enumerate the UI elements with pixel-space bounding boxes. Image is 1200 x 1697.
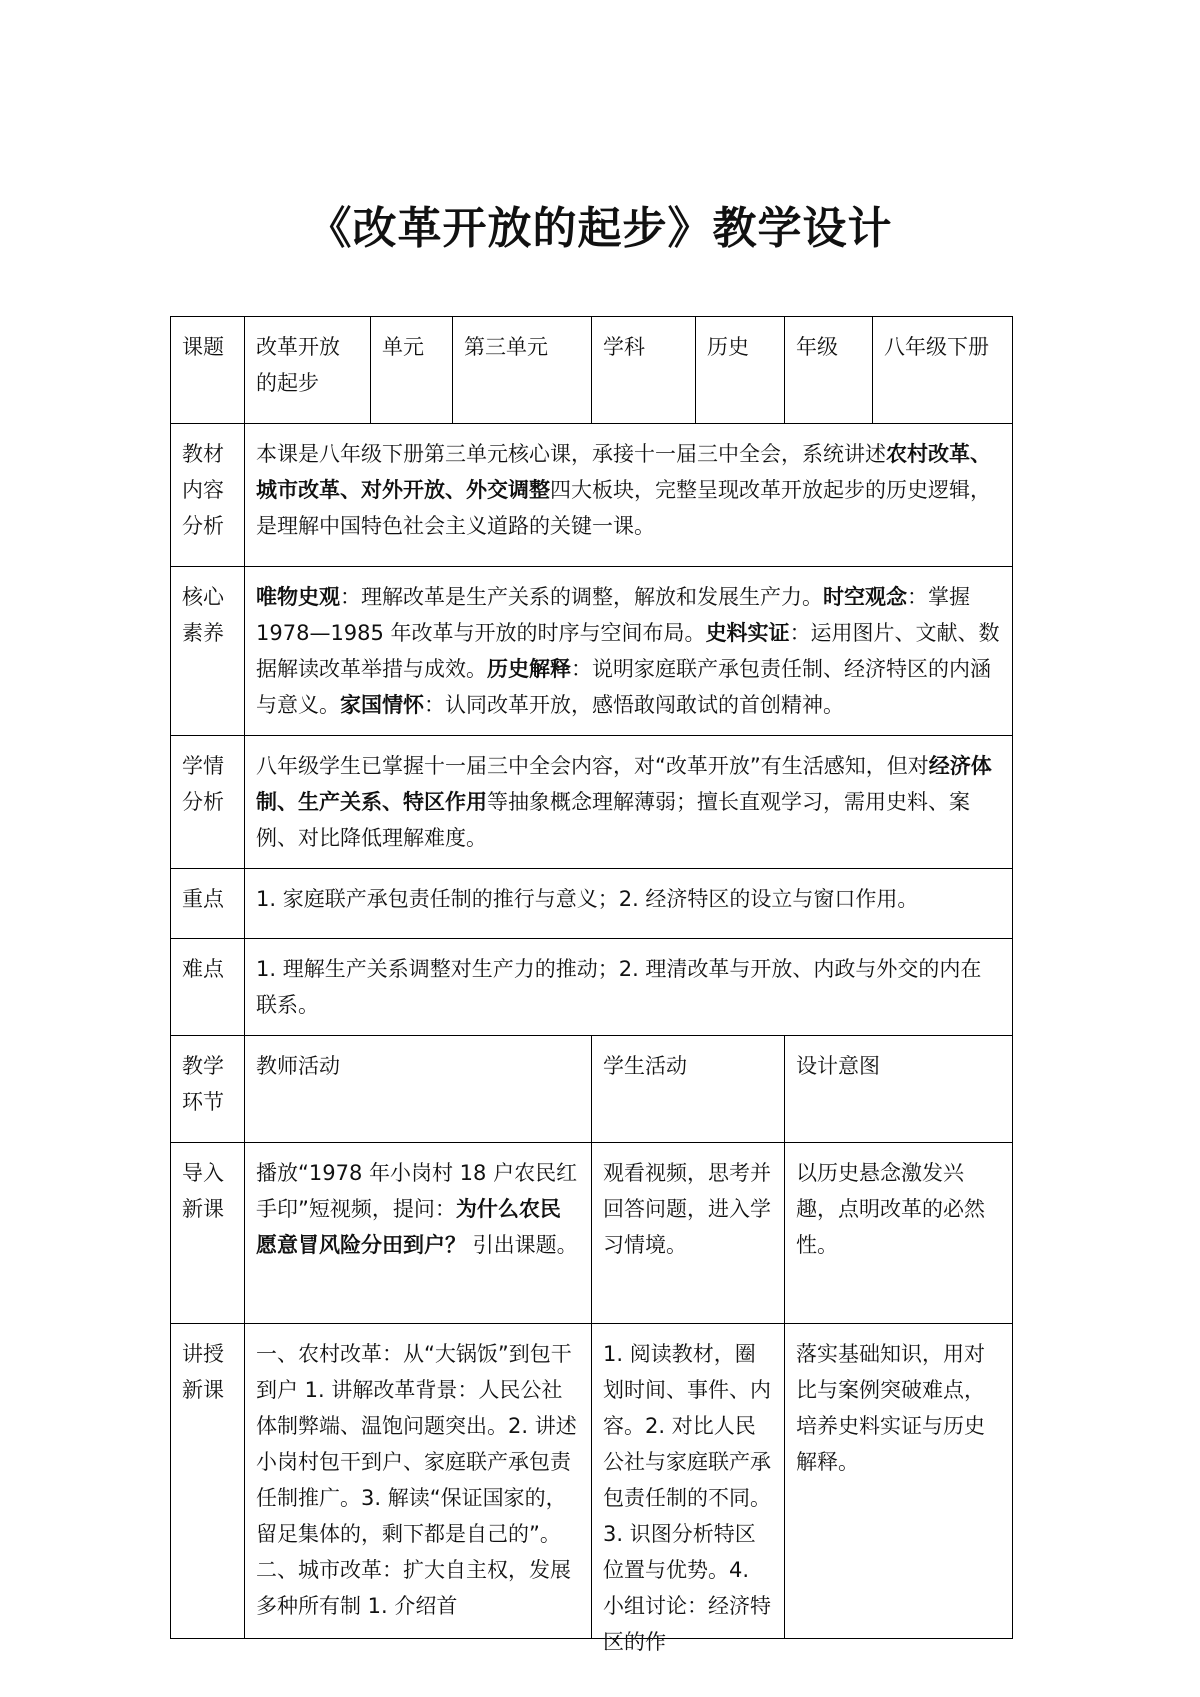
difficulties-text: 1. 理解生产关系调整对生产力的推动；2. 理清改革与开放、内政与外交的内在联系。 [245, 939, 1013, 1036]
lecture-design-intent [785, 1324, 1013, 1639]
topic-label: 课题 [171, 317, 245, 424]
learners-text-part: 八年级学生已掌握十一届三中全会内容，对“改革开放”有生活感知，但对 [256, 754, 929, 778]
literacy-term: 时空观念 [823, 585, 907, 609]
subject-label: 学科 [592, 317, 696, 424]
teacher-activity-header: 教师活动 [245, 1036, 592, 1143]
literacy-desc: ：认同改革开放，感悟敢闯敢试的首创精神。 [424, 693, 844, 717]
document-title: 《改革开放的起步》教学设计 [307, 203, 893, 254]
literacy-row [171, 567, 1013, 736]
literacy-text [245, 567, 1013, 736]
lesson-plan-table [170, 316, 1013, 1654]
analysis-highlight: 农村改革、城市改革、对外开放、外交调整 [256, 442, 991, 502]
intro-design-intent: 以历史悬念激发兴趣，点明改革的必然性。 [785, 1143, 1013, 1324]
literacy-term: 历史解释 [487, 657, 571, 681]
literacy-label: 核心素养 [171, 567, 245, 736]
literacy-desc: ：说明家庭联产承包责任制、经济特区的内涵与意义。 [256, 657, 991, 717]
key-points-label: 重点 [171, 869, 245, 939]
grade-value: 八年级下册 [873, 317, 1013, 424]
analysis-label: 教材内容分析 [171, 424, 245, 567]
subject-value: 历史 [696, 317, 785, 424]
lecture-intent-text: 落实基础知识，用对比与案例突破难点，培养史料实证与历史解释。 [796, 1342, 985, 1474]
learners-row [171, 736, 1013, 869]
key-points-text: 1. 家庭联产承包责任制的推行与意义；2. 经济特区的设立与窗口作用。 [245, 869, 1013, 939]
analysis-text-part: 本课是八年级下册第三单元核心课，承接十一届三中全会，系统讲述 [256, 442, 886, 466]
learners-text-part: 等抽象概念理解薄弱；擅长直观学习，需用史料、案例、对比降低理解难度。 [256, 790, 970, 850]
intro-row [171, 1143, 1013, 1324]
topic-value: 改革开放的起步 [245, 317, 371, 424]
literacy-term: 唯物史观 [256, 585, 340, 609]
literacy-desc: ：运用图片、文献、数据解读改革举措与成效。 [256, 621, 1000, 681]
intro-stage: 导入新课 [171, 1143, 245, 1324]
lecture-student-activity [592, 1324, 785, 1654]
intro-question: 为什么农民愿意冒风险分田到户？ [256, 1197, 561, 1257]
literacy-term: 史料实证 [705, 621, 790, 645]
grade-label: 年级 [785, 317, 873, 424]
info-row [171, 317, 1013, 424]
learners-text [245, 736, 1013, 869]
analysis-row [171, 424, 1013, 567]
learners-label: 学情分析 [171, 736, 245, 869]
lecture-row [171, 1324, 1013, 1639]
literacy-desc: ：理解改革是生产关系的调整，解放和发展生产力。 [340, 585, 823, 609]
intro-student-activity: 观看视频，思考并回答问题，进入学习情境。 [592, 1143, 785, 1324]
lecture-stage: 讲授新课 [171, 1324, 245, 1639]
intro-teacher-text: 播放“1978 年小岗村 18 户农民红手印”短视频，提问： [256, 1161, 578, 1221]
lecture-teacher-text: 一、农村改革：从“大锅饭”到包干到户 1. 讲解改革背景：人民公社体制弊端、温饱问题突出。2. 讲述小岗村包干到户、家庭联产承包责任制推广。3. 解读“保证国家的，留足集体的，剩下都是自己的”。二、城市改革：扩大自主权，发展多种所有制 1. 介绍首 [256, 1342, 577, 1618]
analysis-text-part: 四大板块，完整呈现改革开放起步的历史逻辑，是理解中国特色社会主义道路的关键一课。 [256, 478, 991, 538]
lecture-teacher-activity [245, 1324, 592, 1639]
literacy-desc: ：掌握 1978—1985 年改革与开放的时序与空间布局。 [256, 585, 970, 645]
stage-header: 教学环节 [171, 1036, 245, 1143]
intro-teacher-activity [245, 1143, 592, 1324]
unit-label: 单元 [371, 317, 453, 424]
analysis-text [245, 424, 1013, 567]
learners-highlight: 经济体制、生产关系、特区作用 [256, 754, 992, 814]
design-intent-header: 设计意图 [785, 1036, 1013, 1143]
intro-teacher-text: 引出课题。 [466, 1233, 578, 1257]
key-points-row [171, 869, 1013, 939]
difficulties-row [171, 939, 1013, 1036]
lecture-student-text: 1. 阅读教材，圈划时间、事件、内容。2. 对比人民公社与家庭联产承包责任制的不同。3. 识图分析特区位置与优势。4. 小组讨论：经济特区的作 [603, 1342, 771, 1654]
literacy-term: 家国情怀 [340, 693, 424, 717]
unit-value: 第三单元 [453, 317, 592, 424]
student-activity-header: 学生活动 [592, 1036, 785, 1143]
difficulties-label: 难点 [171, 939, 245, 1036]
process-header-row [171, 1036, 1013, 1143]
